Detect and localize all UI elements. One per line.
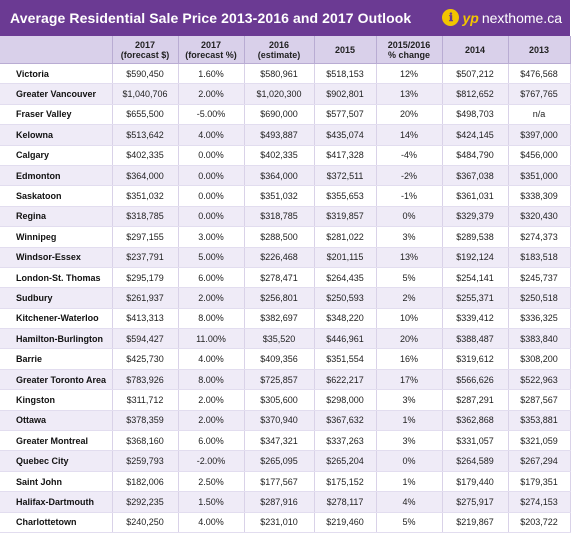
column-header: 2017 (forecast %) [178, 36, 244, 64]
table-cell: $281,022 [314, 227, 376, 247]
table-row [0, 451, 570, 471]
table-cell: 3% [376, 227, 442, 247]
table-cell: $337,263 [314, 431, 376, 451]
table-cell: $484,790 [442, 145, 508, 165]
table-cell: 2.00% [178, 390, 244, 410]
city-name: Kitchener-Waterloo [0, 308, 112, 328]
table-cell: $370,940 [244, 410, 314, 430]
table-cell: $259,793 [112, 451, 178, 471]
table-cell: $351,032 [112, 186, 178, 206]
table-cell: $264,435 [314, 267, 376, 287]
table-row [0, 206, 570, 226]
table-cell: $274,153 [508, 492, 570, 512]
table-cell: $498,703 [442, 104, 508, 124]
table-cell: $402,335 [112, 145, 178, 165]
table-cell: $237,791 [112, 247, 178, 267]
table-cell: -1% [376, 186, 442, 206]
table-cell: $331,057 [442, 431, 508, 451]
table-cell: $275,917 [442, 492, 508, 512]
table-cell: 20% [376, 104, 442, 124]
column-header: 2016 (estimate) [244, 36, 314, 64]
table-row [0, 471, 570, 491]
table-cell: $261,937 [112, 288, 178, 308]
table-cell: -4% [376, 145, 442, 165]
table-cell: $367,038 [442, 165, 508, 185]
city-name: Calgary [0, 145, 112, 165]
table-cell: 1% [376, 471, 442, 491]
city-name: Hamilton-Burlington [0, 329, 112, 349]
table-row [0, 349, 570, 369]
table-row [0, 165, 570, 185]
table-cell: $424,145 [442, 125, 508, 145]
table-row [0, 247, 570, 267]
table-cell: $1,040,706 [112, 84, 178, 104]
table-cell: 1.60% [178, 64, 244, 84]
table-cell: $425,730 [112, 349, 178, 369]
table-cell: 0% [376, 451, 442, 471]
table-row [0, 512, 570, 532]
table-cell: $336,325 [508, 308, 570, 328]
table-cell: $518,153 [314, 64, 376, 84]
table-cell: $338,309 [508, 186, 570, 206]
city-name: Saskatoon [0, 186, 112, 206]
table-cell: $493,887 [244, 125, 314, 145]
table-cell: $413,313 [112, 308, 178, 328]
table-cell: $177,567 [244, 471, 314, 491]
city-name: Greater Toronto Area [0, 369, 112, 389]
table-cell: 3% [376, 431, 442, 451]
table-cell: $265,204 [314, 451, 376, 471]
table-cell: $902,801 [314, 84, 376, 104]
table-cell: $305,600 [244, 390, 314, 410]
title-banner [0, 0, 570, 36]
table-cell: 3.00% [178, 227, 244, 247]
table-cell: $255,371 [442, 288, 508, 308]
table-cell: $182,006 [112, 471, 178, 491]
table-cell: $580,961 [244, 64, 314, 84]
table-row [0, 390, 570, 410]
table-cell: $476,568 [508, 64, 570, 84]
table-cell: $382,697 [244, 308, 314, 328]
table-cell: $179,351 [508, 471, 570, 491]
table-cell: $254,141 [442, 267, 508, 287]
city-name: Regina [0, 206, 112, 226]
table-cell: $362,868 [442, 410, 508, 430]
column-header: 2017 (forecast $) [112, 36, 178, 64]
table-row [0, 410, 570, 430]
table-cell: 6.00% [178, 431, 244, 451]
table-cell: $368,160 [112, 431, 178, 451]
city-name: Kelowna [0, 125, 112, 145]
table-cell: $655,500 [112, 104, 178, 124]
table-cell: 6.00% [178, 267, 244, 287]
table-cell: $256,801 [244, 288, 314, 308]
table-row [0, 104, 570, 124]
column-header: 2015/2016 % change [376, 36, 442, 64]
table-row [0, 288, 570, 308]
table-cell: $522,963 [508, 369, 570, 389]
column-header-city [0, 36, 112, 64]
table-cell: $298,000 [314, 390, 376, 410]
table-cell: $250,518 [508, 288, 570, 308]
table-cell: 2.00% [178, 84, 244, 104]
table-cell: 5% [376, 512, 442, 532]
table-cell: $456,000 [508, 145, 570, 165]
table-cell: 10% [376, 308, 442, 328]
city-name: Ottawa [0, 410, 112, 430]
table-cell: 4.00% [178, 349, 244, 369]
table-cell: $292,235 [112, 492, 178, 512]
table-cell: -2.00% [178, 451, 244, 471]
city-name: Halifax-Dartmouth [0, 492, 112, 512]
table-row [0, 186, 570, 206]
table-row [0, 369, 570, 389]
column-header: 2014 [442, 36, 508, 64]
table-cell: 0.00% [178, 186, 244, 206]
table-cell: $219,460 [314, 512, 376, 532]
table-cell: $767,765 [508, 84, 570, 104]
table-cell: 4.00% [178, 512, 244, 532]
table-cell: 16% [376, 349, 442, 369]
city-name: Charlottetown [0, 512, 112, 532]
table-cell: n/a [508, 104, 570, 124]
table-cell: $353,881 [508, 410, 570, 430]
table-cell: $417,328 [314, 145, 376, 165]
city-name: Fraser Valley [0, 104, 112, 124]
table-cell: $446,961 [314, 329, 376, 349]
city-name: London-St. Thomas [0, 267, 112, 287]
table-cell: 13% [376, 247, 442, 267]
table-cell: $274,373 [508, 227, 570, 247]
table-cell: $409,356 [244, 349, 314, 369]
table-row [0, 267, 570, 287]
table-cell: $320,430 [508, 206, 570, 226]
table-cell: $388,487 [442, 329, 508, 349]
table-cell: $226,468 [244, 247, 314, 267]
table-cell: 2.00% [178, 288, 244, 308]
page-title: Average Residential Sale Price 2013-2016 and 2017 Outlook [10, 10, 412, 26]
table-cell: $622,217 [314, 369, 376, 389]
table-cell: $287,291 [442, 390, 508, 410]
table-cell: $367,632 [314, 410, 376, 430]
brand-name: nexthome.ca [481, 9, 562, 26]
table-cell: 5.00% [178, 247, 244, 267]
table-cell: $351,032 [244, 186, 314, 206]
table-cell: $311,712 [112, 390, 178, 410]
table-row [0, 329, 570, 349]
city-name: Greater Vancouver [0, 84, 112, 104]
table-cell: $566,626 [442, 369, 508, 389]
table-row [0, 308, 570, 328]
table-cell: 4% [376, 492, 442, 512]
table-cell: $318,785 [244, 206, 314, 226]
city-name: Windsor-Essex [0, 247, 112, 267]
table-cell: $175,152 [314, 471, 376, 491]
table-cell: $245,737 [508, 267, 570, 287]
table-cell: $397,000 [508, 125, 570, 145]
table-row [0, 125, 570, 145]
column-header: 2013 [508, 36, 570, 64]
city-name: Quebec City [0, 451, 112, 471]
table-cell: 0% [376, 206, 442, 226]
table-cell: $308,200 [508, 349, 570, 369]
table-cell: $319,612 [442, 349, 508, 369]
table-cell: $364,000 [112, 165, 178, 185]
table-cell: 2% [376, 288, 442, 308]
table-cell: $577,507 [314, 104, 376, 124]
table-row [0, 145, 570, 165]
table-cell: $812,652 [442, 84, 508, 104]
table-cell: $264,589 [442, 451, 508, 471]
table-cell: 13% [376, 84, 442, 104]
table-cell: $219,867 [442, 512, 508, 532]
table-cell: $355,653 [314, 186, 376, 206]
table-cell: 3% [376, 390, 442, 410]
brand-logo [442, 9, 562, 26]
table-cell: $507,212 [442, 64, 508, 84]
table-cell: 8.00% [178, 308, 244, 328]
city-name: Winnipeg [0, 227, 112, 247]
city-name: Saint John [0, 471, 112, 491]
table-cell: 2.50% [178, 471, 244, 491]
table-cell: $265,095 [244, 451, 314, 471]
table-cell: $513,642 [112, 125, 178, 145]
table-cell: $690,000 [244, 104, 314, 124]
table-cell: $288,500 [244, 227, 314, 247]
table-cell: $192,124 [442, 247, 508, 267]
table-cell: $278,471 [244, 267, 314, 287]
table-cell: $1,020,300 [244, 84, 314, 104]
table-cell: $179,440 [442, 471, 508, 491]
table-row [0, 431, 570, 451]
table-row [0, 84, 570, 104]
table-cell: $435,074 [314, 125, 376, 145]
table-cell: $297,155 [112, 227, 178, 247]
table-cell: $339,412 [442, 308, 508, 328]
table-cell: $267,294 [508, 451, 570, 471]
table-cell: 1% [376, 410, 442, 430]
table-cell: $278,117 [314, 492, 376, 512]
table-cell: $351,000 [508, 165, 570, 185]
table-cell: 2.00% [178, 410, 244, 430]
table-cell: $364,000 [244, 165, 314, 185]
table-cell: $347,321 [244, 431, 314, 451]
table-cell: $289,538 [442, 227, 508, 247]
city-name: Edmonton [0, 165, 112, 185]
table-cell: $287,567 [508, 390, 570, 410]
table-cell: $318,785 [112, 206, 178, 226]
table-cell: 12% [376, 64, 442, 84]
table-cell: 20% [376, 329, 442, 349]
city-name: Kingston [0, 390, 112, 410]
table-cell: $372,511 [314, 165, 376, 185]
table-cell: $402,335 [244, 145, 314, 165]
table-cell: $348,220 [314, 308, 376, 328]
table-cell: $594,427 [112, 329, 178, 349]
table-cell: $287,916 [244, 492, 314, 512]
table-cell: $201,115 [314, 247, 376, 267]
table-cell: $183,518 [508, 247, 570, 267]
table-cell: $231,010 [244, 512, 314, 532]
header-row [0, 36, 570, 64]
table-cell: $590,450 [112, 64, 178, 84]
table-cell: 5% [376, 267, 442, 287]
table-cell: -5.00% [178, 104, 244, 124]
table-row [0, 492, 570, 512]
city-name: Barrie [0, 349, 112, 369]
table-cell: 0.00% [178, 165, 244, 185]
table-cell: $295,179 [112, 267, 178, 287]
table-cell: 0.00% [178, 145, 244, 165]
column-header: 2015 [314, 36, 376, 64]
city-name: Victoria [0, 64, 112, 84]
info-icon: ℹ [442, 9, 459, 26]
table-cell: 11.00% [178, 329, 244, 349]
city-name: Greater Montreal [0, 431, 112, 451]
table-cell: $240,250 [112, 512, 178, 532]
table-cell: $35,520 [244, 329, 314, 349]
table-cell: $378,359 [112, 410, 178, 430]
table-cell: 8.00% [178, 369, 244, 389]
table-cell: $250,593 [314, 288, 376, 308]
table-cell: $383,840 [508, 329, 570, 349]
table-cell: $321,059 [508, 431, 570, 451]
table-cell: $203,722 [508, 512, 570, 532]
table-cell: 14% [376, 125, 442, 145]
table-cell: 4.00% [178, 125, 244, 145]
table-body [0, 64, 570, 533]
price-table [0, 36, 571, 533]
table-cell: $361,031 [442, 186, 508, 206]
table-cell: 17% [376, 369, 442, 389]
table-cell: $351,554 [314, 349, 376, 369]
table-cell: 1.50% [178, 492, 244, 512]
table-cell: $725,857 [244, 369, 314, 389]
brand-yp: yp [462, 9, 479, 26]
table-row [0, 64, 570, 84]
table-cell: $783,926 [112, 369, 178, 389]
city-name: Sudbury [0, 288, 112, 308]
table-cell: -2% [376, 165, 442, 185]
table-cell: $319,857 [314, 206, 376, 226]
table-cell: $329,379 [442, 206, 508, 226]
table-row [0, 227, 570, 247]
table-cell: 0.00% [178, 206, 244, 226]
